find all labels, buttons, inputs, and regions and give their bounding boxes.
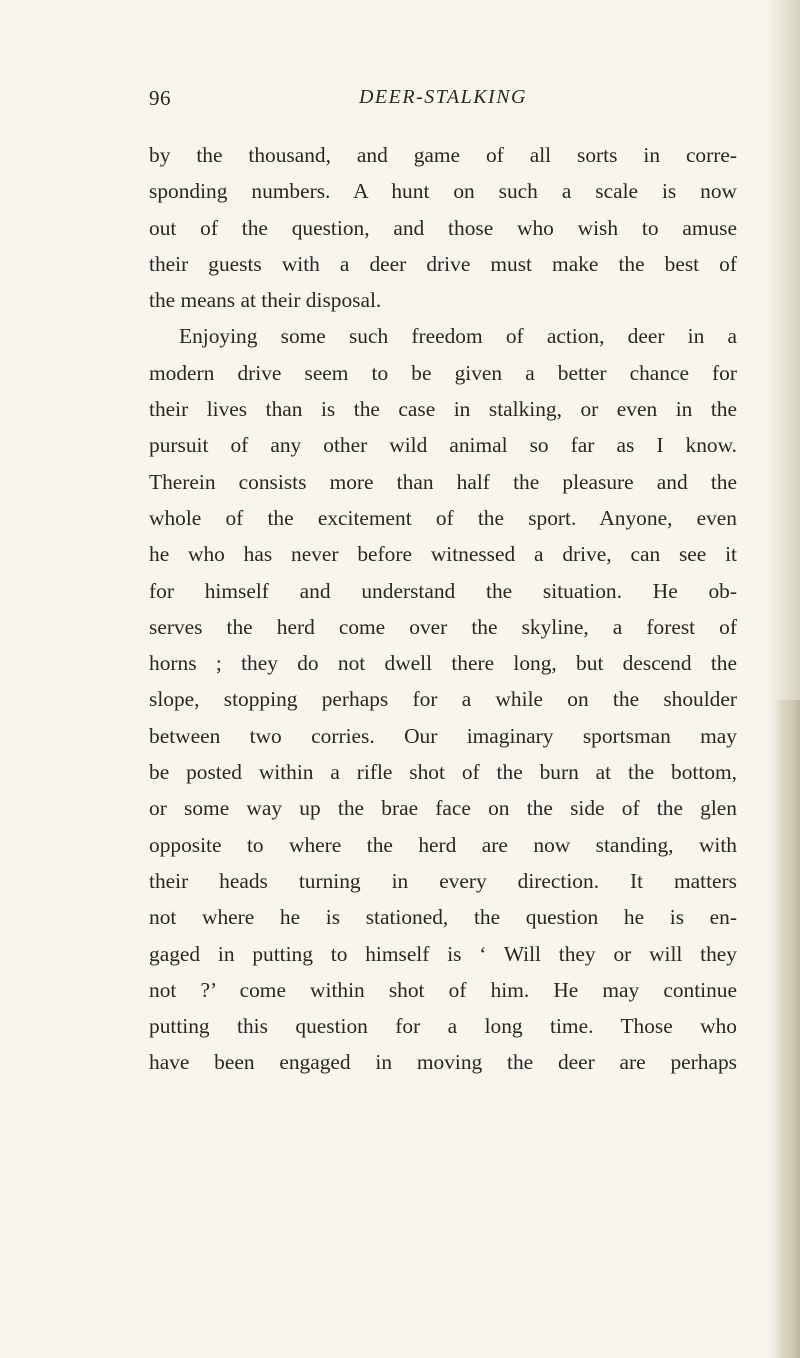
text-line: modern drive seem to be given a better chance for xyxy=(149,360,737,385)
text-line: their heads turning in every direction. It matters xyxy=(149,868,737,893)
body-text xyxy=(149,137,737,1081)
text-line: or some way up the brae face on the side of the glen xyxy=(149,796,737,821)
text-line: for himself and understand the situation. He ob- xyxy=(149,578,737,603)
text-line: the means at their disposal. xyxy=(149,288,382,313)
text-line: their guests with a deer drive must make the best of xyxy=(149,251,737,276)
page-number: 96 xyxy=(149,86,171,110)
text-line: not where he is stationed, the question he is en- xyxy=(149,905,737,930)
text-line: Enjoying some such freedom of action, deer in a xyxy=(179,324,737,349)
text-line: he who has never before witnessed a drive, can see it xyxy=(149,542,737,567)
text-line: pursuit of any other wild animal so far as I know. xyxy=(149,433,737,458)
text-line: by the thousand, and game of all sorts in corre- xyxy=(149,143,737,167)
page-edge-shadow-lower xyxy=(774,700,800,1358)
text-line: horns ; they do not dwell there long, but descend the xyxy=(149,651,737,676)
text-line: putting this question for a long time. Those who xyxy=(149,1014,737,1039)
text-line: not ?’ come within shot of him. He may continue xyxy=(149,977,737,1002)
text-line: sponding numbers. A hunt on such a scale is now xyxy=(149,179,737,204)
text-line: gaged in putting to himself is ‘ Will they or will they xyxy=(149,941,737,966)
page-header xyxy=(149,86,737,116)
text-line: whole of the excitement of the sport. Anyone, even xyxy=(149,505,737,530)
text-line: be posted within a rifle shot of the burn at the bottom, xyxy=(149,760,737,785)
text-line: out of the question, and those who wish to amuse xyxy=(149,215,737,240)
text-line: their lives than is the case in stalking, or even in the xyxy=(149,397,737,422)
text-line: slope, stopping perhaps for a while on the shoulder xyxy=(149,687,737,712)
text-line: Therein consists more than half the pleasure and the xyxy=(149,469,737,494)
running-head: DEER-STALKING xyxy=(358,86,527,108)
text-line: between two corries. Our imaginary sportsman may xyxy=(149,723,737,748)
text-line: have been engaged in moving the deer are perhaps xyxy=(149,1050,737,1075)
text-line: serves the herd come over the skyline, a forest of xyxy=(149,614,737,639)
text-line: opposite to where the herd are now standing, with xyxy=(149,832,737,857)
